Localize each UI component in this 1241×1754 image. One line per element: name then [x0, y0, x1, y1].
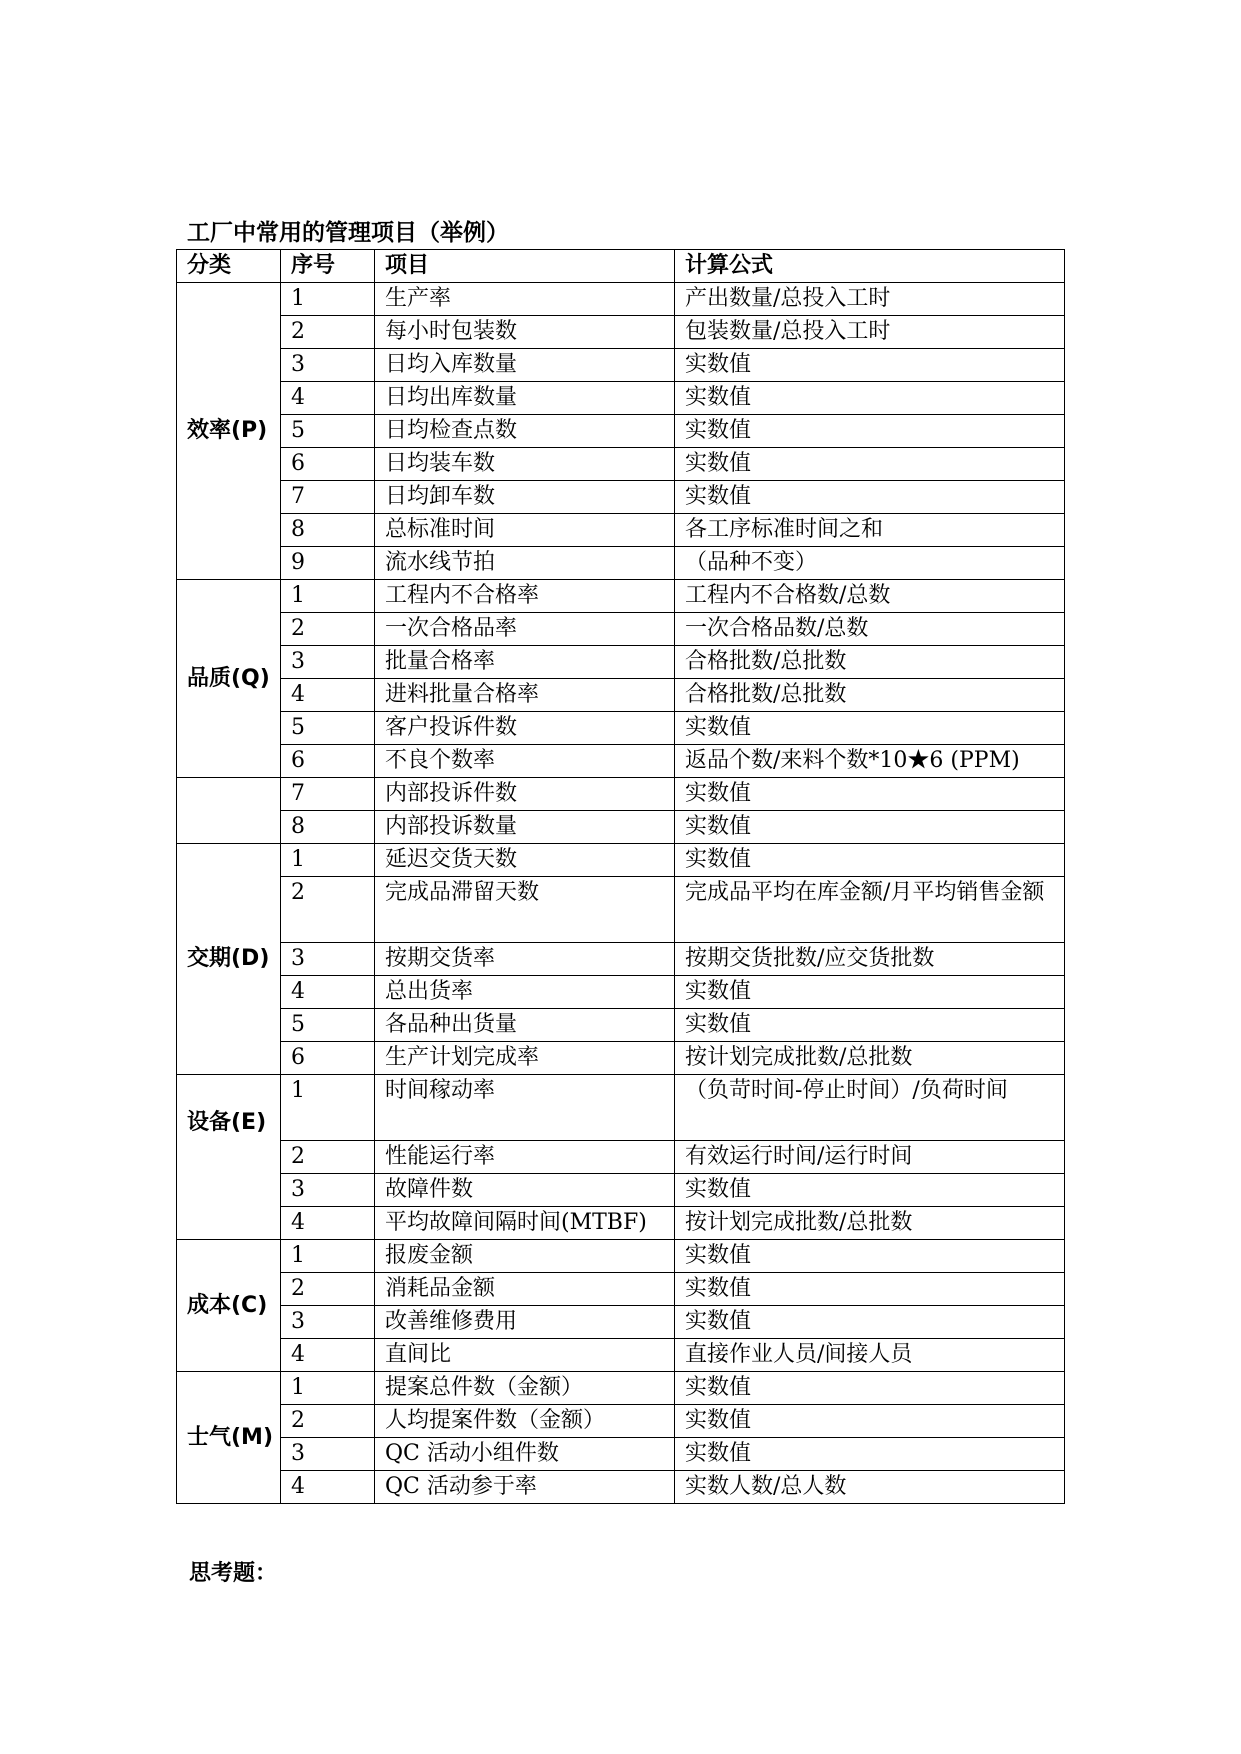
table-row	[177, 283, 1065, 316]
item-cell: 人均提案件数（金额）	[375, 1405, 675, 1438]
table-row	[177, 679, 1065, 712]
table-header-row	[177, 250, 1065, 283]
category-cell: 成本(C)	[177, 1240, 281, 1372]
table-row	[177, 547, 1065, 580]
item-cell: 延迟交货天数	[375, 844, 675, 877]
table-row	[177, 1339, 1065, 1372]
row-number-cell: 3	[281, 1306, 375, 1339]
item-cell: 客户投诉件数	[375, 712, 675, 745]
item-cell: 流水线节拍	[375, 547, 675, 580]
item-cell: 消耗品金额	[375, 1273, 675, 1306]
header-category: 分类	[177, 250, 281, 283]
row-number-cell: 2	[281, 1273, 375, 1306]
table-row	[177, 1273, 1065, 1306]
table-row	[177, 1438, 1065, 1471]
row-number-cell: 1	[281, 580, 375, 613]
formula-cell: 实数值	[675, 349, 1065, 382]
formula-cell: 工程内不合格数/总数	[675, 580, 1065, 613]
table-row	[177, 580, 1065, 613]
row-number-cell: 3	[281, 1174, 375, 1207]
row-number-cell: 2	[281, 613, 375, 646]
table-row	[177, 712, 1065, 745]
item-cell: 内部投诉件数	[375, 778, 675, 811]
row-number-cell: 4	[281, 1207, 375, 1240]
formula-cell: （负苛时间-停止时间）/负荷时间	[675, 1075, 1065, 1141]
formula-cell: 实数值	[675, 778, 1065, 811]
row-number-cell: 4	[281, 382, 375, 415]
category-cell: 品质(Q)	[177, 580, 281, 778]
formula-cell: （品种不变）	[675, 547, 1065, 580]
row-number-cell: 5	[281, 1009, 375, 1042]
row-number-cell: 9	[281, 547, 375, 580]
row-number-cell: 7	[281, 778, 375, 811]
row-number-cell: 1	[281, 1372, 375, 1405]
row-number-cell: 6	[281, 448, 375, 481]
item-cell: 工程内不合格率	[375, 580, 675, 613]
table-row	[177, 943, 1065, 976]
item-cell: 平均故障间隔时间(MTBF)	[375, 1207, 675, 1240]
formula-cell: 完成品平均在库金额/月平均销售金额	[675, 877, 1065, 943]
table-row	[177, 1240, 1065, 1273]
row-number-cell: 2	[281, 1405, 375, 1438]
formula-cell: 实数值	[675, 1174, 1065, 1207]
item-cell: 不良个数率	[375, 745, 675, 778]
formula-cell: 实数值	[675, 976, 1065, 1009]
formula-cell: 按期交货批数/应交货批数	[675, 943, 1065, 976]
item-cell: 直间比	[375, 1339, 675, 1372]
item-cell: 按期交货率	[375, 943, 675, 976]
item-cell: 各品种出货量	[375, 1009, 675, 1042]
item-cell: 日均装车数	[375, 448, 675, 481]
row-number-cell: 5	[281, 415, 375, 448]
table-row	[177, 1042, 1065, 1075]
row-number-cell: 1	[281, 844, 375, 877]
formula-cell: 按计划完成批数/总批数	[675, 1042, 1065, 1075]
item-cell: 总标准时间	[375, 514, 675, 547]
item-cell: 日均出库数量	[375, 382, 675, 415]
item-cell: 性能运行率	[375, 1141, 675, 1174]
formula-cell: 实数值	[675, 1009, 1065, 1042]
document-title: 工厂中常用的管理项目（举例）	[187, 220, 509, 246]
header-number: 序号	[281, 250, 375, 283]
row-number-cell: 4	[281, 679, 375, 712]
formula-cell: 实数值	[675, 448, 1065, 481]
item-cell: 日均入库数量	[375, 349, 675, 382]
formula-cell: 各工序标准时间之和	[675, 514, 1065, 547]
formula-cell: 实数值	[675, 1273, 1065, 1306]
table-row	[177, 1009, 1065, 1042]
row-number-cell: 4	[281, 976, 375, 1009]
item-cell: 内部投诉数量	[375, 811, 675, 844]
table-row	[177, 844, 1065, 877]
row-number-cell: 7	[281, 481, 375, 514]
item-cell: 完成品滞留天数	[375, 877, 675, 943]
row-number-cell: 3	[281, 349, 375, 382]
item-cell: 每小时包装数	[375, 316, 675, 349]
item-cell: 生产率	[375, 283, 675, 316]
table-body	[177, 283, 1065, 1504]
formula-cell: 合格批数/总批数	[675, 646, 1065, 679]
management-items-table	[176, 249, 1065, 1504]
item-cell: 总出货率	[375, 976, 675, 1009]
table-row	[177, 382, 1065, 415]
item-cell: 时间稼动率	[375, 1075, 675, 1141]
table-row	[177, 613, 1065, 646]
row-number-cell: 4	[281, 1339, 375, 1372]
formula-cell: 实数值	[675, 811, 1065, 844]
table-row	[177, 415, 1065, 448]
item-cell: 日均检查点数	[375, 415, 675, 448]
item-cell: 故障件数	[375, 1174, 675, 1207]
row-number-cell: 3	[281, 943, 375, 976]
formula-cell: 实数值	[675, 481, 1065, 514]
table-row	[177, 1207, 1065, 1240]
formula-cell: 实数值	[675, 712, 1065, 745]
row-number-cell: 5	[281, 712, 375, 745]
table-row	[177, 976, 1065, 1009]
table-row	[177, 1306, 1065, 1339]
table-row	[177, 349, 1065, 382]
item-cell: 日均卸车数	[375, 481, 675, 514]
formula-cell: 实数值	[675, 382, 1065, 415]
formula-cell: 实数值	[675, 1306, 1065, 1339]
row-number-cell: 1	[281, 1075, 375, 1141]
item-cell: 生产计划完成率	[375, 1042, 675, 1075]
formula-cell: 包装数量/总投入工时	[675, 316, 1065, 349]
category-cell: 士气(M)	[177, 1372, 281, 1504]
row-number-cell: 8	[281, 514, 375, 547]
table-row	[177, 1141, 1065, 1174]
table-row	[177, 778, 1065, 811]
formula-cell: 实数值	[675, 415, 1065, 448]
table-row	[177, 646, 1065, 679]
formula-cell: 有效运行时间/运行时间	[675, 1141, 1065, 1174]
formula-cell: 按计划完成批数/总批数	[675, 1207, 1065, 1240]
row-number-cell: 2	[281, 316, 375, 349]
formula-cell: 实数值	[675, 1240, 1065, 1273]
formula-cell: 实数人数/总人数	[675, 1471, 1065, 1504]
row-number-cell: 3	[281, 1438, 375, 1471]
table-row	[177, 448, 1065, 481]
table-row	[177, 1405, 1065, 1438]
row-number-cell: 6	[281, 1042, 375, 1075]
table-row	[177, 514, 1065, 547]
table-row	[177, 316, 1065, 349]
row-number-cell: 8	[281, 811, 375, 844]
item-cell: 提案总件数（金额）	[375, 1372, 675, 1405]
item-cell: 报废金额	[375, 1240, 675, 1273]
item-cell: 进料批量合格率	[375, 679, 675, 712]
category-cell	[177, 778, 281, 844]
thinking-questions-heading: 思考题：	[189, 1561, 278, 1586]
header-formula: 计算公式	[675, 250, 1065, 283]
header-item: 项目	[375, 250, 675, 283]
category-cell: 交期(D)	[177, 844, 281, 1075]
table-row	[177, 1174, 1065, 1207]
table-row	[177, 877, 1065, 943]
formula-cell: 实数值	[675, 1372, 1065, 1405]
formula-cell: 合格批数/总批数	[675, 679, 1065, 712]
row-number-cell: 1	[281, 283, 375, 316]
item-cell: 一次合格品率	[375, 613, 675, 646]
row-number-cell: 2	[281, 877, 375, 943]
item-cell: 改善维修费用	[375, 1306, 675, 1339]
table-row	[177, 1471, 1065, 1504]
formula-cell: 产出数量/总投入工时	[675, 283, 1065, 316]
item-cell: QC 活动参于率	[375, 1471, 675, 1504]
row-number-cell: 4	[281, 1471, 375, 1504]
row-number-cell: 1	[281, 1240, 375, 1273]
table-row	[177, 811, 1065, 844]
row-number-cell: 3	[281, 646, 375, 679]
formula-cell: 直接作业人员/间接人员	[675, 1339, 1065, 1372]
formula-cell: 一次合格品数/总数	[675, 613, 1065, 646]
table-row	[177, 1372, 1065, 1405]
row-number-cell: 2	[281, 1141, 375, 1174]
table-row	[177, 1075, 1065, 1141]
category-cell: 设备(E)	[177, 1075, 281, 1240]
formula-cell: 实数值	[675, 1405, 1065, 1438]
formula-cell: 实数值	[675, 844, 1065, 877]
category-cell: 效率(P)	[177, 283, 281, 580]
item-cell: 批量合格率	[375, 646, 675, 679]
row-number-cell: 6	[281, 745, 375, 778]
table-row	[177, 481, 1065, 514]
item-cell: QC 活动小组件数	[375, 1438, 675, 1471]
formula-cell: 实数值	[675, 1438, 1065, 1471]
table-row	[177, 745, 1065, 778]
formula-cell: 返品个数/来料个数*10★6 (PPM)	[675, 745, 1065, 778]
